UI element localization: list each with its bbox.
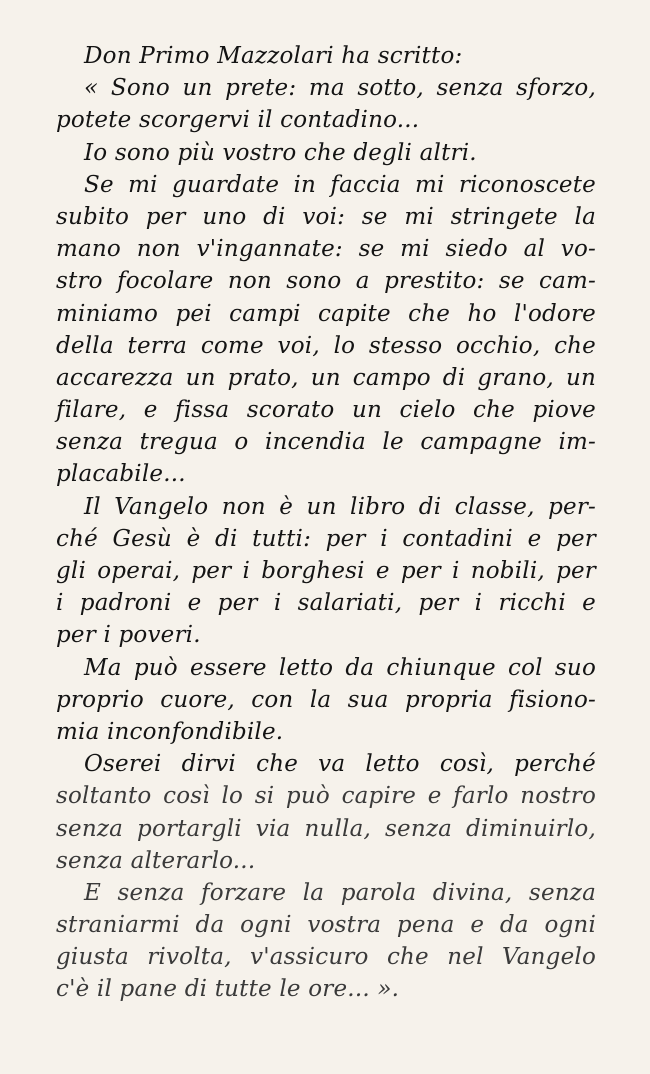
- text-line: Oserei dirvi che va letto così, perché: [84, 751, 596, 778]
- text-line: mano non v'ingannate: se mi siedo al vo-: [56, 236, 596, 263]
- text-line: giusta rivolta, v'assicuro che nel Vangelo: [56, 944, 596, 971]
- quote-text-block: [56, 40, 596, 1006]
- text-line: accarezza un prato, un campo di grano, un: [56, 364, 596, 391]
- text-line: Il Vangelo non è un libro di classe, per-: [84, 493, 596, 520]
- text-line: Don Primo Mazzolari ha scritto:: [84, 43, 463, 69]
- text-line: senza tregua o incendia le campagne im-: [56, 429, 596, 456]
- text-line: soltanto così lo si può capire e farlo nostro: [56, 783, 596, 810]
- text-line: gli operai, per i borghesi e per i nobili, per: [56, 558, 596, 584]
- text-line: « Sono un prete: ma sotto, senza sforzo,: [84, 75, 596, 102]
- text-line: proprio cuore, con la sua propria fisiono-: [56, 686, 596, 713]
- text-line: Se mi guardate in faccia mi riconoscete: [84, 171, 596, 198]
- text-line: miniamo pei campi capite che ho l'odore: [56, 300, 596, 327]
- text-line: stro focolare non sono a prestito: se cam-: [56, 268, 596, 295]
- text-line: senza portargli via nulla, senza diminuirlo,: [56, 815, 596, 842]
- text-line: ché Gesù è di tutti: per i contadini e per: [56, 525, 596, 552]
- text-line: E senza forzare la parola divina, senza: [84, 879, 596, 906]
- text-line: per i poveri.: [56, 622, 201, 649]
- text-line: placabile...: [56, 461, 186, 488]
- text-line: i padroni e per i salariati, per i ricchi e: [56, 590, 596, 617]
- text-line: potete scorgervi il contadino...: [56, 107, 420, 134]
- text-line: subito per uno di voi: se mi stringete la: [56, 203, 596, 230]
- text-line: c'è il pane di tutte le ore... ».: [56, 976, 400, 1003]
- text-line: senza alterarlo...: [56, 847, 256, 874]
- text-line: Io sono più vostro che degli altri.: [84, 139, 477, 166]
- text-line: mia inconfondibile.: [56, 718, 284, 745]
- text-line: straniarmi da ogni vostra pena e da ogni: [56, 912, 596, 939]
- text-line: Ma può essere letto da chiunque col suo: [84, 654, 596, 681]
- text-line: filare, e fissa scorato un cielo che piove: [56, 397, 596, 424]
- text-line: della terra come voi, lo stesso occhio, che: [56, 332, 596, 359]
